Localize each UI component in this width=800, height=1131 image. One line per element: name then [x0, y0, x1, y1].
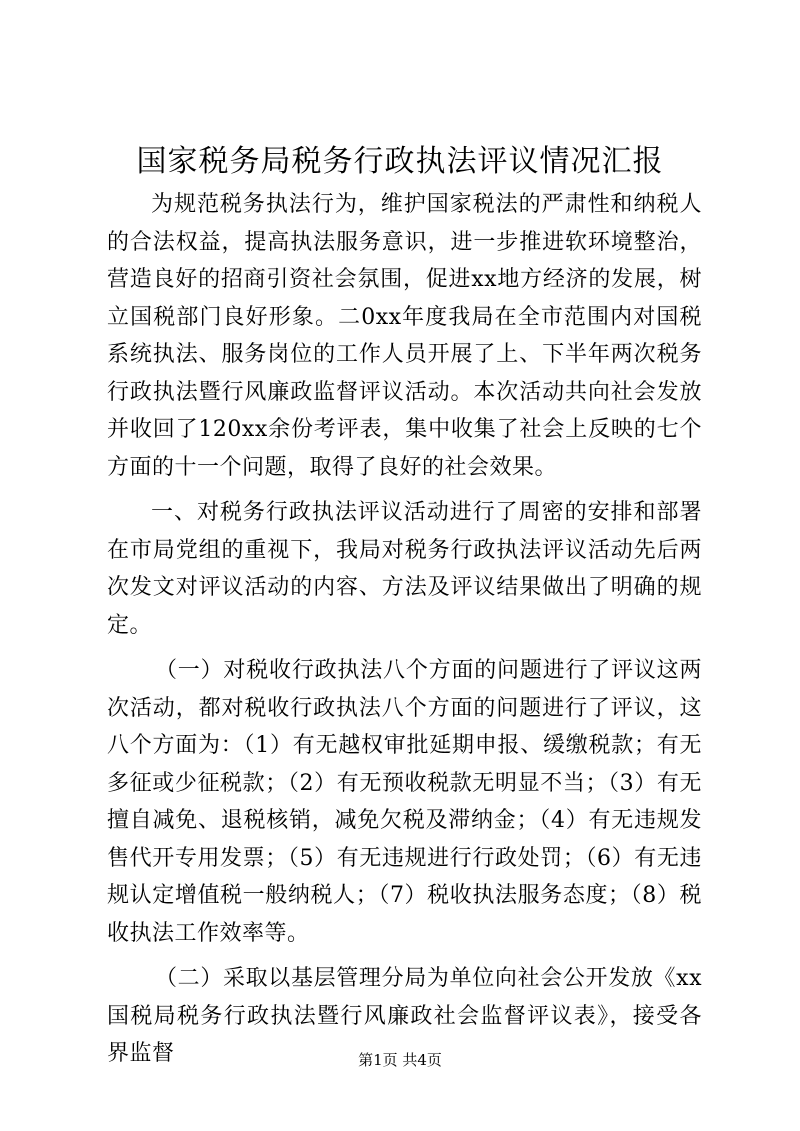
document-title: 国家税务局税务行政执法评议情况汇报: [136, 144, 664, 179]
paragraph-subsection-1: （一）对税收行政执法八个方面的问题进行了评议这两次活动，都对税收行政执法八个方面的问题进行了评议，这八个方面为：（1）有无越权审批延期申报、缓缴税款；有无多征或少征税款；（2）有无预收税款无明显不当；（3）有无擅自减免、退税核销，减免欠税及滞纳金；（4）有无违规发售代开专用发票；（5）有无违规进行行政处罚；（6）有无违规认定增值税一般纳税人；（7）税收执法服务态度；（8）税收执法工作效率等。: [107, 658, 702, 946]
paragraph-section-1: 一、对税务行政执法评议活动进行了周密的安排和部署在市局党组的重视下，我局对税务行政执法评议活动先后两次发文对评议活动的内容、方法及评议结果做出了明确的规定。: [107, 500, 702, 638]
paragraph-intro: 为规范税务执法行为，维护国家税法的严肃性和纳税人的合法权益，提高执法服务意识，进一步推进软环境整治，营造良好的招商引资社会氛围，促进xx地方经济的发展，树立国税部门良好形象。二0xx年度我局在全市范围内对国税系统执法、服务岗位的工作人员开展了上、下半年两次税务行政执法暨行风廉政监督评议活动。本次活动共向社会发放并收回了120xx余份考评表，集中收集了社会上反映的七个方面的十一个问题，取得了良好的社会效果。: [107, 192, 702, 480]
paragraph-subsection-2: （二）采取以基层管理分局为单位向社会公开发放《xx国税局税务行政执法暨行风廉政社会监督评议表》，接受各界监督: [107, 966, 702, 1066]
document-body: [107, 186, 702, 1081]
page-indicator: 第1页 共4页: [358, 1051, 442, 1069]
